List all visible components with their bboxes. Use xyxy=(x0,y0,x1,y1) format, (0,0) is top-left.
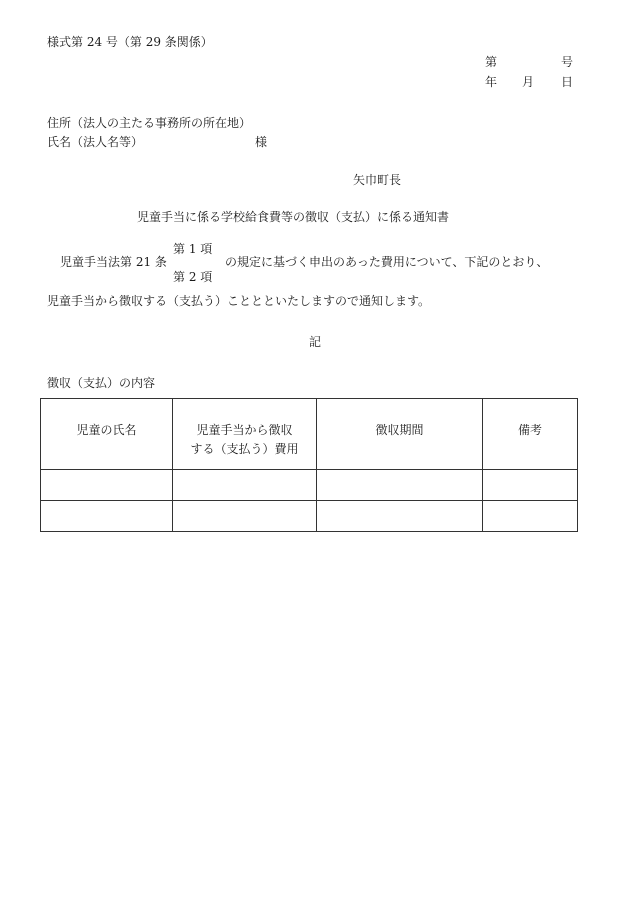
header-remarks-label: 備考 xyxy=(517,423,542,437)
header-remarks xyxy=(483,399,578,470)
table-cell[interactable] xyxy=(41,470,173,501)
table-cell[interactable] xyxy=(317,470,483,501)
date-day: 日 xyxy=(561,75,574,89)
document-number-suffix: 号 xyxy=(561,55,574,69)
document-number-prefix: 第 xyxy=(485,55,498,69)
body-line-2: 児童手当から徴収する（支払う）こととといたしますので通知します。 xyxy=(47,294,431,308)
form-number: 様式第 24 号（第 29 条関係） xyxy=(47,35,213,49)
table-cell[interactable] xyxy=(483,470,578,501)
table-cell[interactable] xyxy=(173,501,317,532)
body-law-reference: 児童手当法第 21 条 xyxy=(60,255,167,269)
document-title: 児童手当に係る学校給食費等の徴収（支払）に係る通知書 xyxy=(137,210,450,224)
table-row xyxy=(41,501,578,532)
header-period-label: 徴収期間 xyxy=(375,423,424,437)
addressee-name-label: 氏名（法人名等） xyxy=(47,135,144,149)
details-table xyxy=(40,398,578,532)
sender-mayor: 矢巾町長 xyxy=(353,173,402,187)
table-cell[interactable] xyxy=(317,501,483,532)
table-cell[interactable] xyxy=(173,470,317,501)
ki-heading: 記 xyxy=(309,335,322,349)
header-cost-line-2: する（支払う）費用 xyxy=(190,442,299,456)
header-cost xyxy=(173,399,317,470)
header-cost-line-1: 児童手当から徴収 xyxy=(196,423,293,437)
table-cell[interactable] xyxy=(483,501,578,532)
header-child-name xyxy=(41,399,173,470)
table-row xyxy=(41,470,578,501)
body-clause-2: 第 2 項 xyxy=(173,270,213,284)
addressee-address-label: 住所（法人の主たる事務所の所在地） xyxy=(47,116,252,130)
body-clause-1: 第 1 項 xyxy=(173,242,213,256)
header-period xyxy=(317,399,483,470)
date-month: 月 xyxy=(522,75,535,89)
body-line-1: の規定に基づく申出のあった費用について、下記のとおり、 xyxy=(225,255,549,269)
table-header-row xyxy=(41,399,578,470)
table-cell[interactable] xyxy=(41,501,173,532)
section-label: 徴収（支払）の内容 xyxy=(47,376,156,390)
date-year: 年 xyxy=(485,75,498,89)
addressee-honorific: 様 xyxy=(255,135,268,149)
header-child-name-label: 児童の氏名 xyxy=(76,423,137,437)
